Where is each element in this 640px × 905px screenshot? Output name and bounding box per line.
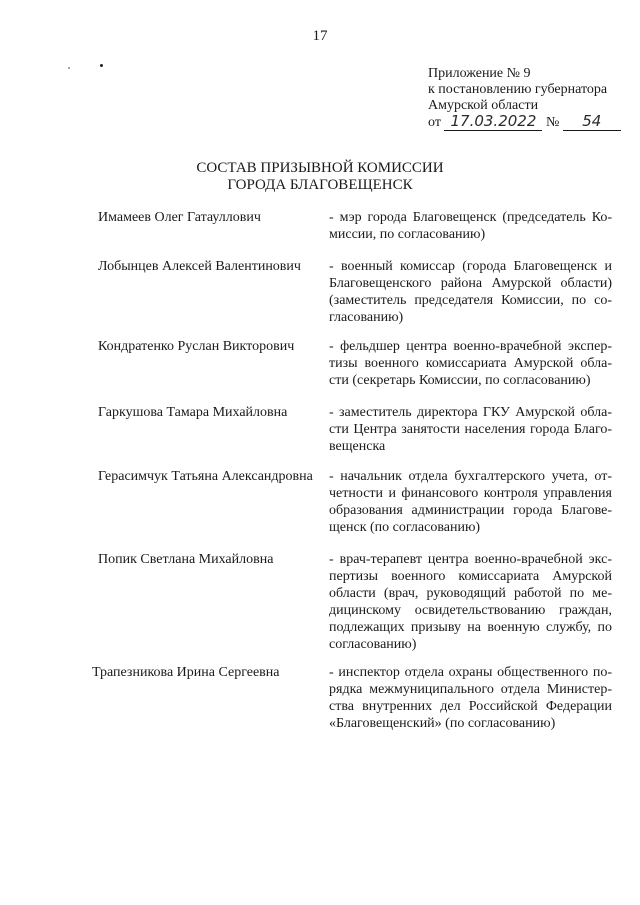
appendix-line-3: Амурской области [428, 98, 539, 113]
member-role: - фельдшер центра военно-врачебной экспер-тизы военного комиссариата Амурской обла-сти (секретарь Комиссии, по согласованию) [329, 339, 612, 388]
number-prefix: № [545, 115, 560, 130]
page-number: 17 [312, 28, 328, 44]
appendix-line-1: Приложение № 9 [428, 66, 531, 81]
member-role: - врач-терапевт центра военно-врачебной экс-пертизы военного комиссариата Амурской области (врач, руководящий работой по ме-дицинскому освидетельствованию граждан, подлежащих призыву на военную службу, по согласованию) [329, 552, 612, 652]
member-name: Имамеев Олег Гатауллович [98, 210, 261, 225]
member-name: Герасимчук Татьяна Александровна [98, 469, 313, 484]
appendix-date-line [428, 114, 621, 131]
member-name: Попик Светлана Михайловна [98, 552, 274, 567]
member-role: - мэр города Благовещенск (председатель Ко-миссии, по согласованию) [329, 210, 612, 242]
appendix-line-2: к постановлению губернатора [428, 82, 608, 97]
member-name: Трапезникова Ирина Сергеевна [92, 665, 280, 680]
handwritten-date: 17.03.2022 [450, 112, 537, 130]
member-name: Гаркушова Тамара Михайловна [98, 405, 288, 420]
appendix-header [428, 66, 621, 131]
date-field [444, 114, 542, 131]
member-role: - военный комиссар (города Благовещенск и Благовещенского района Амурской области) (заместитель председателя Комиссии, по со-гласованию) [329, 259, 612, 325]
number-field [563, 114, 621, 131]
title-line-1: СОСТАВ ПРИЗЫВНОЙ КОМИССИИ [196, 160, 444, 176]
member-role: - инспектор отдела охраны общественного по-рядка межмуниципального отдела Министер-ства внутренних дел Российской Федерации «Благовещенский» (по согласованию) [329, 665, 612, 731]
document-title [0, 160, 640, 194]
scan-speck [100, 64, 103, 67]
member-role: - начальник отдела бухгалтерского учета, от-четности и финансового контроля управления образования администрации города Благове-щенск (по согласованию) [329, 469, 612, 535]
member-name: Кондратенко Руслан Викторович [98, 339, 295, 354]
date-prefix: от [428, 115, 441, 130]
title-line-2: ГОРОДА БЛАГОВЕЩЕНСК [227, 177, 413, 193]
member-role: - заместитель директора ГКУ Амурской обла-сти Центра занятости населения города Благо-вещенска [329, 405, 612, 454]
scan-speck [68, 67, 70, 69]
handwritten-number: 54 [582, 112, 602, 130]
member-name: Лобынцев Алексей Валентинович [98, 259, 301, 274]
